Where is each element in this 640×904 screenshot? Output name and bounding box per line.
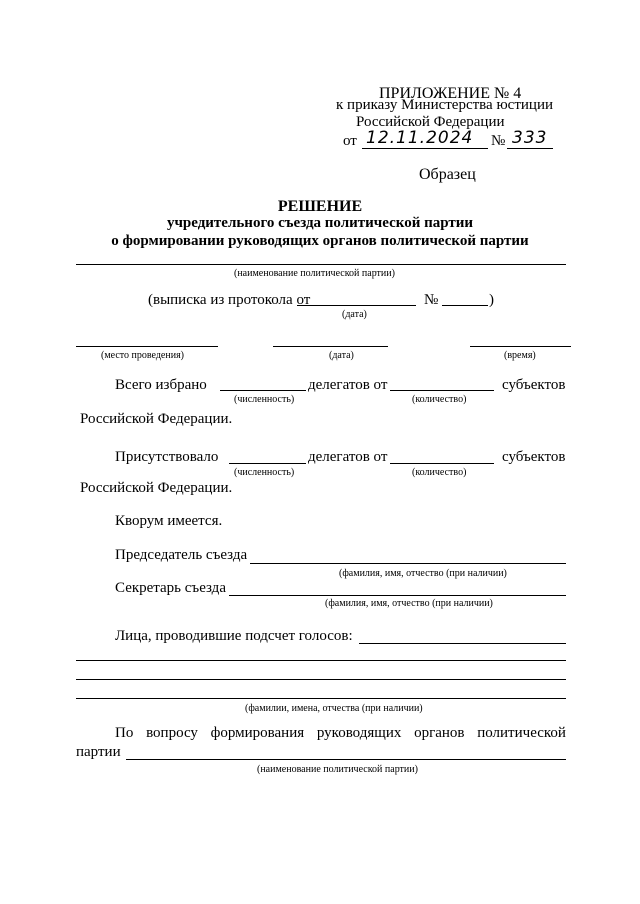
- question-caption: (наименование политической партии): [257, 764, 418, 775]
- question-word: По: [115, 725, 134, 741]
- elected-count-line: [220, 390, 306, 391]
- appendix-order-line: к приказу Министерства юстиции: [336, 97, 553, 113]
- present-text-4: Российской Федерации.: [80, 480, 233, 496]
- present-count-caption: (численность): [234, 467, 295, 478]
- sample-label: Образец: [419, 166, 476, 183]
- time-caption: (время): [504, 350, 536, 361]
- counters-line-4: [76, 698, 566, 699]
- present-quantity-line: [390, 463, 494, 464]
- appendix-federation-line: Российской Федерации: [356, 114, 505, 130]
- question-word: вопросу: [146, 725, 198, 741]
- elected-count-caption: (численность): [234, 394, 295, 405]
- chairman-caption: (фамилия, имя, отчество (при наличии): [339, 568, 507, 579]
- present-count-line: [229, 463, 306, 464]
- quorum-text: Кворум имеется.: [115, 513, 223, 529]
- elected-text-1: Всего избрано: [115, 377, 207, 393]
- place-line: [76, 346, 218, 347]
- time-line: [470, 346, 571, 347]
- extract-close: ): [489, 292, 494, 308]
- place-caption: (место проведения): [101, 350, 185, 361]
- elected-text-2: делегатов от: [308, 377, 388, 393]
- extract-date-line: [297, 305, 416, 306]
- present-text-2: делегатов от: [308, 449, 388, 465]
- document-title: РЕШЕНИЕ: [277, 198, 363, 215]
- document-subtitle-2: о формировании руководящих органов политической партии: [111, 233, 529, 249]
- secretary-line: [229, 595, 566, 596]
- question-word: руководящих: [316, 725, 402, 741]
- party-name-line: [76, 264, 566, 265]
- meeting-date-line: [273, 346, 388, 347]
- elected-quantity-line: [390, 390, 494, 391]
- appendix-number-label: №: [491, 133, 506, 149]
- party-name-caption: (наименование политической партии): [234, 268, 395, 279]
- present-text-1: Присутствовало: [115, 449, 219, 465]
- counters-caption: (фамилии, имена, отчества (при наличии): [245, 703, 423, 714]
- counters-line-1: [359, 643, 566, 644]
- appendix-number-line: [507, 148, 553, 149]
- secretary-caption: (фамилия, имя, отчество (при наличии): [325, 598, 493, 609]
- chairman-line: [250, 563, 566, 564]
- extract-text: (выписка из протокола от: [148, 292, 311, 308]
- question-word: политической: [477, 725, 566, 741]
- extract-number-line: [442, 305, 488, 306]
- elected-text-3: субъектов: [502, 377, 566, 393]
- question-line-1: [115, 725, 566, 742]
- appendix-from-label: от: [343, 133, 357, 149]
- extract-date-caption: (дата): [342, 309, 367, 320]
- appendix-title: ПРИЛОЖЕНИЕ № 4: [379, 85, 522, 102]
- question-word: формирования: [210, 725, 305, 741]
- counters-line-3: [76, 679, 566, 680]
- extract-number-sign: №: [424, 292, 439, 308]
- secretary-label: Секретарь съезда: [115, 580, 226, 596]
- present-text-3: субъектов: [502, 449, 566, 465]
- elected-text-4: Российской Федерации.: [80, 411, 233, 427]
- appendix-date: 12.11.2024: [366, 128, 474, 148]
- question-party-line: [126, 759, 566, 760]
- question-line-2: партии: [76, 744, 121, 760]
- counters-line-2: [76, 660, 566, 661]
- document-subtitle-1: учредительного съезда политической партии: [166, 215, 474, 231]
- appendix-date-line: [362, 148, 488, 149]
- meeting-date-caption: (дата): [329, 350, 354, 361]
- chairman-label: Председатель съезда: [115, 547, 248, 563]
- counters-label: Лица, проводившие подсчет голосов:: [115, 628, 353, 644]
- present-quantity-caption: (количество): [412, 467, 467, 478]
- appendix-number: 333: [512, 128, 548, 148]
- question-word: органов: [414, 725, 465, 741]
- elected-quantity-caption: (количество): [412, 394, 467, 405]
